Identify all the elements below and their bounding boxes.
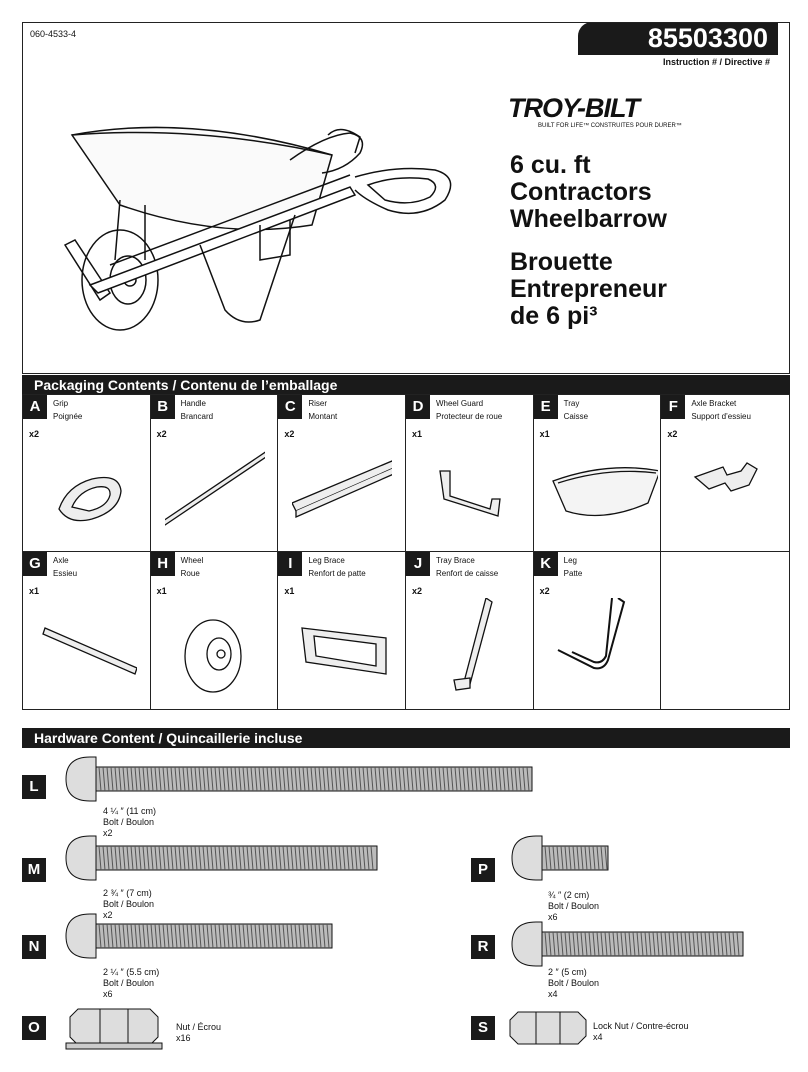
hardware-qty: x2: [103, 910, 113, 920]
part-name-fr: Brancard: [180, 412, 214, 421]
handle-icon: [165, 441, 265, 541]
part-name-en: Leg Brace: [308, 556, 345, 565]
hardware-letter: P: [471, 858, 495, 882]
part-name: [564, 554, 583, 580]
part-name-fr: Caisse: [563, 412, 589, 421]
part-letter: D: [406, 395, 430, 419]
hardware-heading: Hardware Content / Quincaillerie incluse: [22, 728, 790, 748]
axle-icon: [37, 598, 137, 698]
part-name-fr: Renfort de patte: [308, 569, 366, 578]
part-name: [436, 397, 502, 423]
hardware-size: 4 ¼ ″ (11 cm): [103, 806, 157, 816]
part-name-en: Tray Brace: [435, 556, 475, 565]
instruction-number: 85503300: [578, 22, 778, 55]
empty-cell: [661, 552, 789, 709]
part-quantity: x2: [667, 429, 678, 439]
title-en-line-2: Contractors: [510, 178, 652, 206]
part-name-en: Leg: [563, 556, 578, 565]
hardware-desc: Bolt / Boulon: [103, 899, 155, 909]
part-name: [308, 397, 337, 423]
part-quantity: x2: [411, 586, 422, 596]
nut-icon: [64, 1005, 164, 1051]
part-name-en: Axle Bracket: [691, 399, 737, 408]
axle-bracket-icon: [675, 441, 775, 541]
title-french: [510, 249, 667, 330]
part-name-en: Tray: [563, 399, 580, 408]
hardware-letter: N: [22, 935, 46, 959]
part-name-fr: Renfort de caisse: [435, 569, 499, 578]
part-letter: K: [534, 552, 558, 576]
hardware-desc: Bolt / Boulon: [548, 978, 600, 988]
bolt-icon: [510, 920, 745, 968]
leg-icon: [548, 598, 648, 698]
part-name-en: Handle: [180, 399, 207, 408]
hardware-letter: L: [22, 775, 46, 799]
brand-tagline: BUILT FOR LIFE™ CONSTRUITES POUR DURER™: [538, 123, 682, 129]
bolt-icon: [64, 912, 334, 960]
hardware-label: [103, 967, 159, 1000]
brand-name: TROY-BILT: [508, 93, 639, 123]
title-en-line-1: 6 cu. ft: [510, 151, 591, 179]
part-cell: [661, 395, 789, 552]
hardware-qty: x16: [176, 1033, 191, 1043]
part-name-en: Grip: [53, 399, 69, 408]
grip-icon: [37, 441, 137, 541]
part-cell: [278, 395, 406, 552]
hardware-qty: x4: [548, 989, 558, 999]
title-fr-line-1: Brouette: [510, 248, 613, 276]
document-number: 060-4533-4: [30, 29, 77, 39]
bolt-icon: [64, 834, 379, 882]
part-quantity: x1: [411, 429, 422, 439]
hardware-label: [176, 1022, 221, 1044]
part-name: [181, 397, 213, 423]
part-name-en: Axle: [53, 556, 69, 565]
hardware-size: 2 ¼ ″ (5.5 cm): [103, 967, 160, 977]
part-name-en: Wheel: [180, 556, 204, 565]
hardware-desc: Lock Nut / Contre-écrou: [593, 1021, 689, 1031]
part-name-fr: Support d’essieu: [691, 412, 751, 421]
part-quantity: x1: [29, 586, 40, 596]
lock-nut-icon: [508, 1010, 588, 1046]
hardware-qty: x6: [548, 912, 558, 922]
part-cell: [23, 395, 151, 552]
wheelbarrow-illustration: [50, 95, 470, 340]
hardware-letter: S: [471, 1016, 495, 1040]
part-cell: [23, 552, 151, 709]
part-name-en: Wheel Guard: [435, 399, 484, 408]
hardware-size: 2 ″ (5 cm): [548, 967, 587, 977]
part-quantity: x1: [156, 586, 167, 596]
part-name: [436, 554, 498, 580]
packaging-grid: [22, 394, 790, 710]
hardware-label: [593, 1021, 689, 1043]
part-letter: G: [23, 552, 47, 576]
part-quantity: x1: [284, 586, 295, 596]
hardware-qty: x6: [103, 989, 113, 999]
wheel-guard-icon: [420, 441, 520, 541]
title-en-line-3: Wheelbarrow: [510, 205, 667, 233]
part-letter: J: [406, 552, 430, 576]
part-quantity: x1: [539, 429, 550, 439]
hardware-desc: Bolt / Boulon: [103, 978, 155, 988]
tray-brace-icon: [420, 598, 520, 698]
hardware-desc: Bolt / Boulon: [548, 901, 600, 911]
hardware-letter: R: [471, 935, 495, 959]
part-quantity: x2: [284, 429, 295, 439]
part-letter: B: [151, 395, 175, 419]
hardware-letter: M: [22, 858, 46, 882]
part-name-fr: Montant: [308, 412, 338, 421]
hardware-letter: O: [22, 1016, 46, 1040]
part-cell: [406, 395, 534, 552]
hardware-qty: x2: [103, 828, 113, 838]
part-name-fr: Roue: [180, 569, 200, 578]
title-fr-line-3: de 6 pi³: [510, 302, 598, 330]
leg-brace-icon: [292, 598, 392, 698]
hardware-label: [548, 890, 599, 923]
hardware-label: [548, 967, 599, 1000]
brand-logo: [508, 93, 639, 124]
part-letter: H: [151, 552, 175, 576]
part-cell: [406, 552, 534, 709]
part-name: [53, 397, 82, 423]
bolt-icon: [510, 834, 610, 882]
part-name-fr: Patte: [563, 569, 583, 578]
part-name-fr: Poignée: [53, 412, 83, 421]
part-cell: [534, 395, 662, 552]
part-cell: [151, 552, 279, 709]
hardware-desc: Nut / Écrou: [176, 1022, 222, 1032]
part-letter: E: [534, 395, 558, 419]
part-cell: [151, 395, 279, 552]
part-quantity: x2: [29, 429, 40, 439]
title-english: [510, 152, 667, 233]
title-fr-line-2: Entrepreneur: [510, 275, 667, 303]
part-name-fr: Protecteur de roue: [435, 412, 503, 421]
part-name: [564, 397, 588, 423]
part-name: [308, 554, 365, 580]
packaging-heading: Packaging Contents / Contenu de l’emballage: [22, 375, 790, 395]
hardware-size: ¾ ″ (2 cm): [548, 890, 590, 900]
hardware-desc: Bolt / Boulon: [103, 817, 155, 827]
part-letter: I: [278, 552, 302, 576]
bolt-icon: [64, 755, 534, 803]
hardware-qty: x4: [593, 1032, 603, 1042]
part-name-en: Riser: [308, 399, 327, 408]
part-cell: [534, 552, 662, 709]
part-letter: C: [278, 395, 302, 419]
part-name-fr: Essieu: [53, 569, 78, 578]
part-cell: [278, 552, 406, 709]
part-name: [691, 397, 751, 423]
part-quantity: x2: [539, 586, 550, 596]
part-name: [53, 554, 77, 580]
part-letter: A: [23, 395, 47, 419]
part-letter: F: [661, 395, 685, 419]
wheel-icon: [165, 598, 265, 698]
tray-icon: [538, 441, 658, 541]
instruction-label: Instruction # / Directive #: [662, 57, 770, 67]
part-name: [181, 554, 204, 580]
riser-icon: [292, 441, 392, 541]
hardware-size: 2 ¾ ″ (7 cm): [103, 888, 152, 898]
part-quantity: x2: [156, 429, 167, 439]
